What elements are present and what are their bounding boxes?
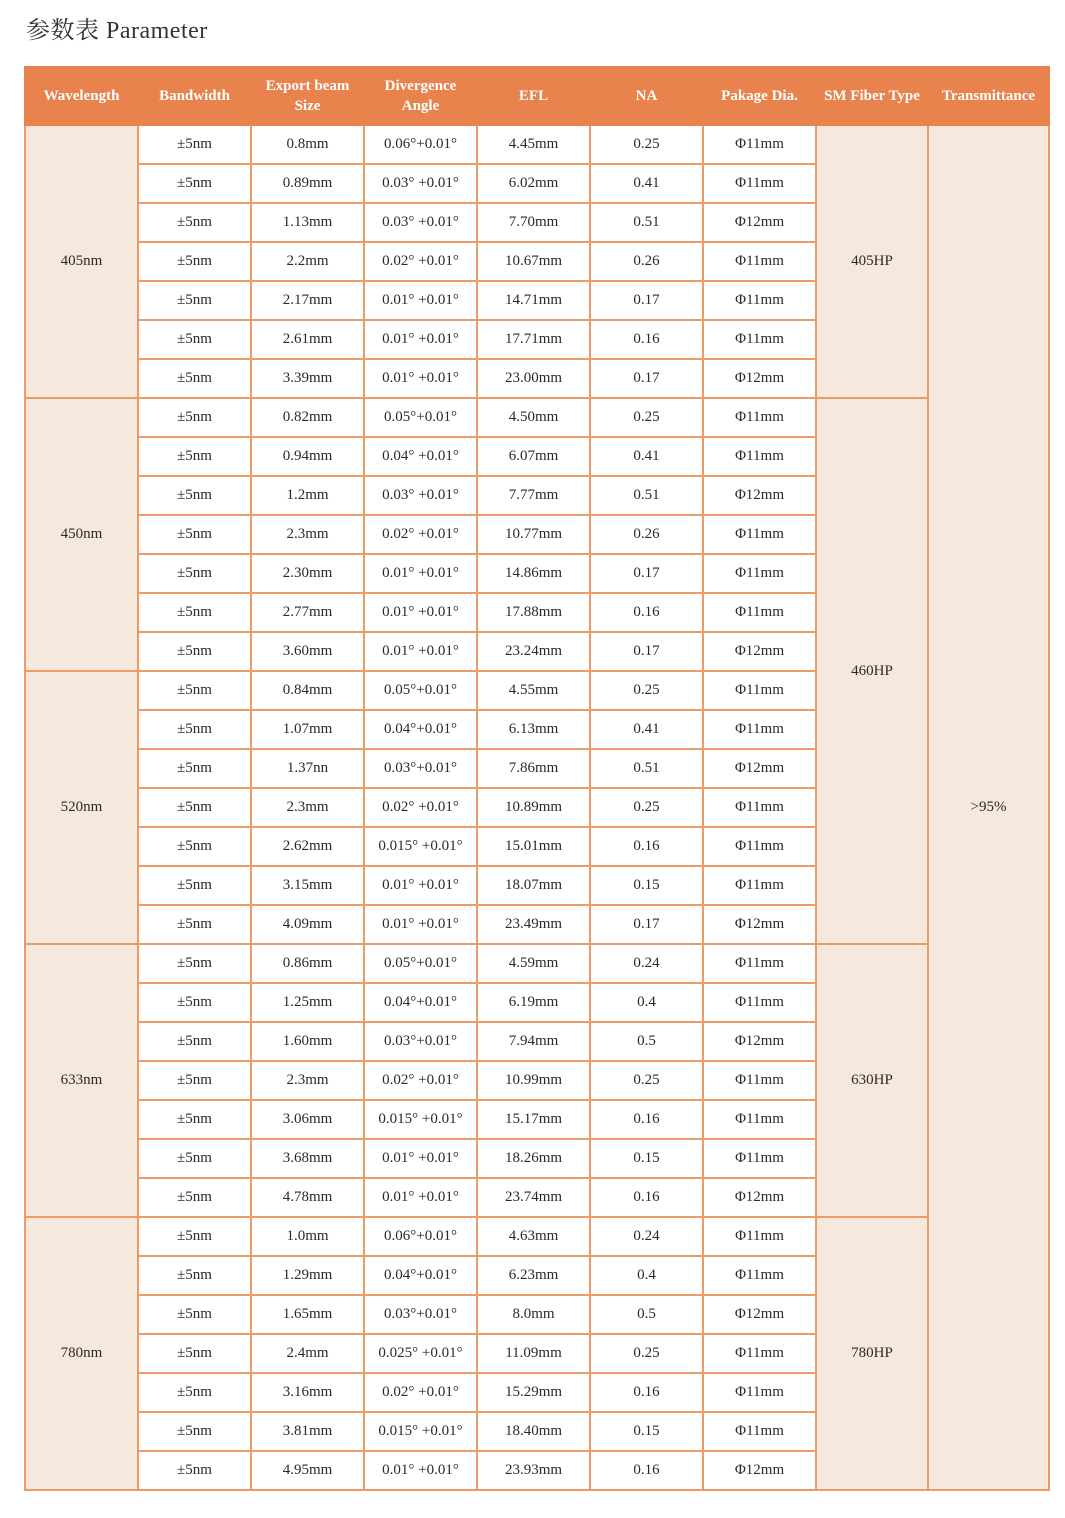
bandwidth-cell: ±5nm	[138, 905, 251, 944]
efl-cell: 6.23mm	[477, 1256, 590, 1295]
package-dia-cell: Φ12mm	[703, 1022, 816, 1061]
beam-size-cell: 2.2mm	[251, 242, 364, 281]
efl-cell: 15.01mm	[477, 827, 590, 866]
efl-cell: 4.55mm	[477, 671, 590, 710]
bandwidth-cell: ±5nm	[138, 1451, 251, 1490]
na-cell: 0.51	[590, 476, 703, 515]
efl-cell: 17.71mm	[477, 320, 590, 359]
package-dia-cell: Φ11mm	[703, 1100, 816, 1139]
divergence-cell: 0.06°+0.01°	[364, 125, 477, 164]
divergence-cell: 0.02° +0.01°	[364, 788, 477, 827]
package-dia-cell: Φ11mm	[703, 242, 816, 281]
bandwidth-cell: ±5nm	[138, 125, 251, 164]
efl-cell: 4.63mm	[477, 1217, 590, 1256]
bandwidth-cell: ±5nm	[138, 1295, 251, 1334]
bandwidth-cell: ±5nm	[138, 398, 251, 437]
package-dia-cell: Φ12mm	[703, 203, 816, 242]
package-dia-cell: Φ11mm	[703, 1217, 816, 1256]
divergence-cell: 0.04°+0.01°	[364, 1256, 477, 1295]
efl-cell: 8.0mm	[477, 1295, 590, 1334]
efl-cell: 23.93mm	[477, 1451, 590, 1490]
na-cell: 0.41	[590, 164, 703, 203]
divergence-cell: 0.02° +0.01°	[364, 515, 477, 554]
beam-size-cell: 0.89mm	[251, 164, 364, 203]
divergence-cell: 0.05°+0.01°	[364, 671, 477, 710]
efl-cell: 6.13mm	[477, 710, 590, 749]
beam-size-cell: 1.13mm	[251, 203, 364, 242]
efl-cell: 23.24mm	[477, 632, 590, 671]
na-cell: 0.16	[590, 1178, 703, 1217]
divergence-cell: 0.015° +0.01°	[364, 827, 477, 866]
bandwidth-cell: ±5nm	[138, 671, 251, 710]
package-dia-cell: Φ11mm	[703, 1139, 816, 1178]
beam-size-cell: 0.84mm	[251, 671, 364, 710]
divergence-cell: 0.01° +0.01°	[364, 632, 477, 671]
beam-size-cell: 2.61mm	[251, 320, 364, 359]
divergence-cell: 0.03° +0.01°	[364, 164, 477, 203]
efl-cell: 14.86mm	[477, 554, 590, 593]
efl-cell: 14.71mm	[477, 281, 590, 320]
bandwidth-cell: ±5nm	[138, 710, 251, 749]
beam-size-cell: 3.16mm	[251, 1373, 364, 1412]
table-header-row	[25, 67, 1049, 125]
beam-size-cell: 0.82mm	[251, 398, 364, 437]
column-header: Bandwidth	[138, 67, 251, 125]
divergence-cell: 0.01° +0.01°	[364, 359, 477, 398]
na-cell: 0.17	[590, 632, 703, 671]
na-cell: 0.24	[590, 944, 703, 983]
na-cell: 0.4	[590, 1256, 703, 1295]
bandwidth-cell: ±5nm	[138, 593, 251, 632]
package-dia-cell: Φ11mm	[703, 866, 816, 905]
column-header: Divergence Angle	[364, 67, 477, 125]
beam-size-cell: 2.62mm	[251, 827, 364, 866]
efl-cell: 23.00mm	[477, 359, 590, 398]
package-dia-cell: Φ12mm	[703, 905, 816, 944]
bandwidth-cell: ±5nm	[138, 1139, 251, 1178]
efl-cell: 10.67mm	[477, 242, 590, 281]
beam-size-cell: 4.09mm	[251, 905, 364, 944]
bandwidth-cell: ±5nm	[138, 866, 251, 905]
divergence-cell: 0.03°+0.01°	[364, 749, 477, 788]
bandwidth-cell: ±5nm	[138, 1373, 251, 1412]
efl-cell: 7.94mm	[477, 1022, 590, 1061]
package-dia-cell: Φ12mm	[703, 1178, 816, 1217]
package-dia-cell: Φ11mm	[703, 398, 816, 437]
package-dia-cell: Φ11mm	[703, 1061, 816, 1100]
beam-size-cell: 3.60mm	[251, 632, 364, 671]
divergence-cell: 0.04° +0.01°	[364, 437, 477, 476]
divergence-cell: 0.01° +0.01°	[364, 866, 477, 905]
beam-size-cell: 1.29mm	[251, 1256, 364, 1295]
table-row	[25, 398, 1049, 437]
beam-size-cell: 4.95mm	[251, 1451, 364, 1490]
beam-size-cell: 0.94mm	[251, 437, 364, 476]
beam-size-cell: 3.81mm	[251, 1412, 364, 1451]
package-dia-cell: Φ11mm	[703, 710, 816, 749]
package-dia-cell: Φ11mm	[703, 1412, 816, 1451]
table-body	[25, 125, 1049, 1490]
bandwidth-cell: ±5nm	[138, 476, 251, 515]
na-cell: 0.16	[590, 827, 703, 866]
fiber-type-cell: 405HP	[816, 125, 928, 398]
wavelength-cell: 450nm	[25, 398, 138, 671]
efl-cell: 18.40mm	[477, 1412, 590, 1451]
beam-size-cell: 2.77mm	[251, 593, 364, 632]
beam-size-cell: 2.4mm	[251, 1334, 364, 1373]
efl-cell: 7.77mm	[477, 476, 590, 515]
efl-cell: 4.50mm	[477, 398, 590, 437]
divergence-cell: 0.05°+0.01°	[364, 944, 477, 983]
na-cell: 0.16	[590, 1100, 703, 1139]
package-dia-cell: Φ11mm	[703, 671, 816, 710]
bandwidth-cell: ±5nm	[138, 944, 251, 983]
package-dia-cell: Φ12mm	[703, 632, 816, 671]
package-dia-cell: Φ11mm	[703, 944, 816, 983]
column-header: SM Fiber Type	[816, 67, 928, 125]
na-cell: 0.16	[590, 320, 703, 359]
na-cell: 0.26	[590, 515, 703, 554]
divergence-cell: 0.04°+0.01°	[364, 983, 477, 1022]
na-cell: 0.25	[590, 1334, 703, 1373]
divergence-cell: 0.01° +0.01°	[364, 1451, 477, 1490]
beam-size-cell: 3.15mm	[251, 866, 364, 905]
bandwidth-cell: ±5nm	[138, 827, 251, 866]
beam-size-cell: 1.07mm	[251, 710, 364, 749]
efl-cell: 23.74mm	[477, 1178, 590, 1217]
package-dia-cell: Φ11mm	[703, 1334, 816, 1373]
efl-cell: 10.99mm	[477, 1061, 590, 1100]
beam-size-cell: 1.60mm	[251, 1022, 364, 1061]
divergence-cell: 0.03°+0.01°	[364, 1295, 477, 1334]
beam-size-cell: 1.25mm	[251, 983, 364, 1022]
divergence-cell: 0.015° +0.01°	[364, 1100, 477, 1139]
fiber-type-cell: 780HP	[816, 1217, 928, 1490]
na-cell: 0.25	[590, 398, 703, 437]
na-cell: 0.25	[590, 1061, 703, 1100]
efl-cell: 6.02mm	[477, 164, 590, 203]
column-header: Wavelength	[25, 67, 138, 125]
efl-cell: 15.29mm	[477, 1373, 590, 1412]
bandwidth-cell: ±5nm	[138, 1412, 251, 1451]
package-dia-cell: Φ11mm	[703, 983, 816, 1022]
package-dia-cell: Φ11mm	[703, 164, 816, 203]
divergence-cell: 0.025° +0.01°	[364, 1334, 477, 1373]
table-row	[25, 944, 1049, 983]
beam-size-cell: 1.2mm	[251, 476, 364, 515]
fiber-type-cell: 460HP	[816, 398, 928, 944]
package-dia-cell: Φ12mm	[703, 359, 816, 398]
bandwidth-cell: ±5nm	[138, 749, 251, 788]
divergence-cell: 0.01° +0.01°	[364, 1178, 477, 1217]
column-header: EFL	[477, 67, 590, 125]
bandwidth-cell: ±5nm	[138, 983, 251, 1022]
bandwidth-cell: ±5nm	[138, 242, 251, 281]
na-cell: 0.5	[590, 1295, 703, 1334]
efl-cell: 10.77mm	[477, 515, 590, 554]
efl-cell: 7.86mm	[477, 749, 590, 788]
package-dia-cell: Φ12mm	[703, 476, 816, 515]
column-header: Export beam Size	[251, 67, 364, 125]
package-dia-cell: Φ11mm	[703, 593, 816, 632]
divergence-cell: 0.04°+0.01°	[364, 710, 477, 749]
bandwidth-cell: ±5nm	[138, 554, 251, 593]
bandwidth-cell: ±5nm	[138, 203, 251, 242]
na-cell: 0.17	[590, 281, 703, 320]
na-cell: 0.17	[590, 554, 703, 593]
efl-cell: 10.89mm	[477, 788, 590, 827]
na-cell: 0.24	[590, 1217, 703, 1256]
package-dia-cell: Φ11mm	[703, 1373, 816, 1412]
package-dia-cell: Φ11mm	[703, 788, 816, 827]
bandwidth-cell: ±5nm	[138, 1022, 251, 1061]
divergence-cell: 0.03° +0.01°	[364, 203, 477, 242]
page-title: 参数表 Parameter	[26, 18, 208, 44]
package-dia-cell: Φ11mm	[703, 281, 816, 320]
efl-cell: 4.45mm	[477, 125, 590, 164]
package-dia-cell: Φ11mm	[703, 827, 816, 866]
bandwidth-cell: ±5nm	[138, 788, 251, 827]
bandwidth-cell: ±5nm	[138, 1178, 251, 1217]
divergence-cell: 0.06°+0.01°	[364, 1217, 477, 1256]
divergence-cell: 0.02° +0.01°	[364, 242, 477, 281]
package-dia-cell: Φ11mm	[703, 125, 816, 164]
bandwidth-cell: ±5nm	[138, 1061, 251, 1100]
divergence-cell: 0.05°+0.01°	[364, 398, 477, 437]
bandwidth-cell: ±5nm	[138, 1100, 251, 1139]
na-cell: 0.16	[590, 1451, 703, 1490]
bandwidth-cell: ±5nm	[138, 320, 251, 359]
efl-cell: 17.88mm	[477, 593, 590, 632]
beam-size-cell: 2.3mm	[251, 788, 364, 827]
efl-cell: 6.07mm	[477, 437, 590, 476]
divergence-cell: 0.01° +0.01°	[364, 593, 477, 632]
na-cell: 0.17	[590, 905, 703, 944]
bandwidth-cell: ±5nm	[138, 1217, 251, 1256]
parameter-table	[24, 66, 1050, 1491]
divergence-cell: 0.01° +0.01°	[364, 320, 477, 359]
package-dia-cell: Φ12mm	[703, 749, 816, 788]
beam-size-cell: 2.3mm	[251, 515, 364, 554]
na-cell: 0.15	[590, 1412, 703, 1451]
na-cell: 0.17	[590, 359, 703, 398]
transmittance-cell: >95%	[928, 125, 1049, 1490]
beam-size-cell: 1.65mm	[251, 1295, 364, 1334]
na-cell: 0.15	[590, 866, 703, 905]
bandwidth-cell: ±5nm	[138, 164, 251, 203]
efl-cell: 18.26mm	[477, 1139, 590, 1178]
na-cell: 0.41	[590, 437, 703, 476]
package-dia-cell: Φ11mm	[703, 320, 816, 359]
column-header: Transmittance	[928, 67, 1049, 125]
efl-cell: 23.49mm	[477, 905, 590, 944]
package-dia-cell: Φ11mm	[703, 437, 816, 476]
divergence-cell: 0.03° +0.01°	[364, 476, 477, 515]
package-dia-cell: Φ11mm	[703, 1256, 816, 1295]
divergence-cell: 0.02° +0.01°	[364, 1061, 477, 1100]
wavelength-cell: 520nm	[25, 671, 138, 944]
beam-size-cell: 1.0mm	[251, 1217, 364, 1256]
beam-size-cell: 0.8mm	[251, 125, 364, 164]
beam-size-cell: 0.86mm	[251, 944, 364, 983]
package-dia-cell: Φ12mm	[703, 1295, 816, 1334]
na-cell: 0.41	[590, 710, 703, 749]
na-cell: 0.5	[590, 1022, 703, 1061]
na-cell: 0.26	[590, 242, 703, 281]
divergence-cell: 0.01° +0.01°	[364, 554, 477, 593]
bandwidth-cell: ±5nm	[138, 359, 251, 398]
beam-size-cell: 2.17mm	[251, 281, 364, 320]
bandwidth-cell: ±5nm	[138, 515, 251, 554]
bandwidth-cell: ±5nm	[138, 1256, 251, 1295]
divergence-cell: 0.03°+0.01°	[364, 1022, 477, 1061]
package-dia-cell: Φ12mm	[703, 1451, 816, 1490]
bandwidth-cell: ±5nm	[138, 437, 251, 476]
divergence-cell: 0.02° +0.01°	[364, 1373, 477, 1412]
efl-cell: 15.17mm	[477, 1100, 590, 1139]
efl-cell: 6.19mm	[477, 983, 590, 1022]
beam-size-cell: 1.37nn	[251, 749, 364, 788]
divergence-cell: 0.01° +0.01°	[364, 281, 477, 320]
fiber-type-cell: 630HP	[816, 944, 928, 1217]
na-cell: 0.25	[590, 788, 703, 827]
na-cell: 0.25	[590, 671, 703, 710]
na-cell: 0.51	[590, 203, 703, 242]
wavelength-cell: 780nm	[25, 1217, 138, 1490]
table-row	[25, 125, 1049, 164]
beam-size-cell: 4.78mm	[251, 1178, 364, 1217]
wavelength-cell: 633nm	[25, 944, 138, 1217]
column-header: Pakage Dia.	[703, 67, 816, 125]
na-cell: 0.25	[590, 125, 703, 164]
na-cell: 0.51	[590, 749, 703, 788]
efl-cell: 11.09mm	[477, 1334, 590, 1373]
beam-size-cell: 3.39mm	[251, 359, 364, 398]
na-cell: 0.15	[590, 1139, 703, 1178]
beam-size-cell: 2.3mm	[251, 1061, 364, 1100]
na-cell: 0.4	[590, 983, 703, 1022]
divergence-cell: 0.01° +0.01°	[364, 1139, 477, 1178]
bandwidth-cell: ±5nm	[138, 632, 251, 671]
bandwidth-cell: ±5nm	[138, 1334, 251, 1373]
bandwidth-cell: ±5nm	[138, 281, 251, 320]
column-header: NA	[590, 67, 703, 125]
efl-cell: 18.07mm	[477, 866, 590, 905]
package-dia-cell: Φ11mm	[703, 515, 816, 554]
efl-cell: 7.70mm	[477, 203, 590, 242]
efl-cell: 4.59mm	[477, 944, 590, 983]
beam-size-cell: 2.30mm	[251, 554, 364, 593]
package-dia-cell: Φ11mm	[703, 554, 816, 593]
na-cell: 0.16	[590, 593, 703, 632]
wavelength-cell: 405nm	[25, 125, 138, 398]
divergence-cell: 0.015° +0.01°	[364, 1412, 477, 1451]
divergence-cell: 0.01° +0.01°	[364, 905, 477, 944]
na-cell: 0.16	[590, 1373, 703, 1412]
beam-size-cell: 3.06mm	[251, 1100, 364, 1139]
beam-size-cell: 3.68mm	[251, 1139, 364, 1178]
table-row	[25, 1217, 1049, 1256]
